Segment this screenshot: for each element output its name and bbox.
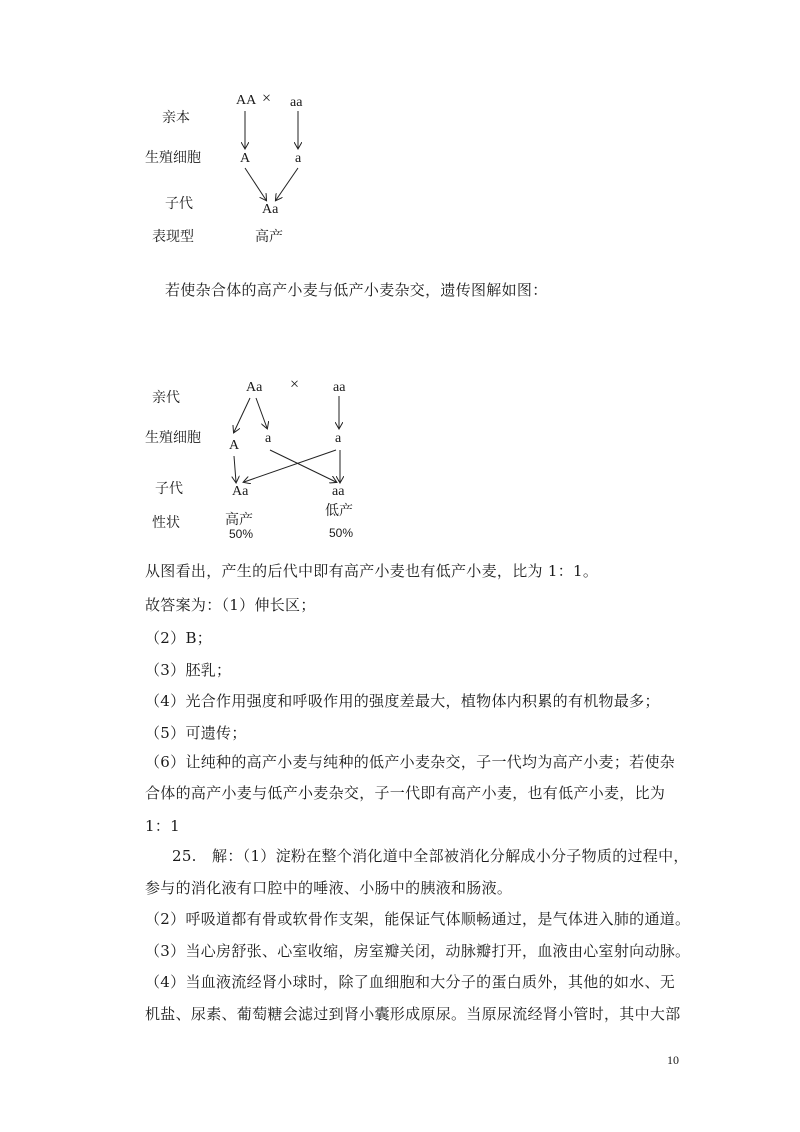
text-line-4: （3）胚乳； xyxy=(145,661,232,679)
intro-text: 若使杂合体的高产小麦与低产小麦杂交，遗传图解如图： xyxy=(165,281,548,299)
text-line-12: （2）呼吸道都有骨或软骨作支架，能保证气体顺畅通过，是气体进入肺的通道。 xyxy=(145,910,691,928)
offspring-phenotype: 高产 xyxy=(255,229,283,245)
label-parents: 亲本 xyxy=(162,110,190,126)
label-phenotype: 表现型 xyxy=(152,229,194,245)
offspring-genotype-right: aa xyxy=(332,484,345,499)
text-line-15: 机盐、尿素、葡萄糖会滤过到肾小囊形成原尿。当原尿流经肾小管时，其中大部 xyxy=(145,1005,681,1023)
gamete-left: A xyxy=(240,151,251,166)
cross-symbol: × xyxy=(262,90,272,107)
text-line-5: （4）光合作用强度和呼吸作用的强度差最大，植物体内积累的有机物最多； xyxy=(145,692,660,710)
percent-low: 50% xyxy=(329,526,354,540)
text-line-9: 1：1 xyxy=(145,817,180,835)
text-line-3: （2）B； xyxy=(145,629,213,647)
arrow-d2-Aa-to-A xyxy=(234,398,250,432)
parent-genotype-right-2: aa xyxy=(333,380,346,395)
page-number: 10 xyxy=(667,1053,679,1067)
label-gametes-2: 生殖细胞 xyxy=(145,430,201,446)
parent-genotype-right: aa xyxy=(290,95,303,110)
offspring-genotype-left: Aa xyxy=(232,484,249,499)
trait-low: 低产 xyxy=(325,503,353,519)
text-line-7: （6）让纯种的高产小麦与纯种的低产小麦杂交，子一代均为高产小麦；若使杂 xyxy=(145,753,676,771)
gamete-a-from-Aa: a xyxy=(265,431,272,446)
offspring-genotype: Aa xyxy=(262,202,279,217)
parent-genotype-left-2: Aa xyxy=(246,380,263,395)
text-line-6: （5）可遗传； xyxy=(145,724,247,742)
gamete-A: A xyxy=(229,438,240,453)
parent-genotype-left: AA xyxy=(236,93,257,108)
arrow-d1-gamete-right xyxy=(276,168,298,200)
arrow-d2-A-to-Aa xyxy=(234,456,236,482)
label-parents-2: 亲代 xyxy=(152,390,180,406)
label-trait: 性状 xyxy=(152,515,180,531)
text-line-13: （3）当心房舒张、心室收缩，房室瓣关闭，动脉瓣打开，血液由心室射向动脉。 xyxy=(145,942,691,960)
arrow-d2-a-cross-left xyxy=(244,450,336,482)
label-offspring-2: 子代 xyxy=(155,481,183,497)
arrow-d1-gamete-left xyxy=(245,168,266,200)
arrow-d2-a-cross-right xyxy=(270,450,336,482)
arrow-d2-Aa-to-a xyxy=(256,398,267,428)
text-line-14: （4）当血液流经肾小球时，除了血细胞和大分子的蛋白质外，其他的如水、无 xyxy=(145,973,676,991)
gamete-a-from-aa: a xyxy=(335,431,342,446)
gamete-right: a xyxy=(295,151,302,166)
text-line-1: 从图看出，产生的后代中即有高产小麦也有低产小麦，比为 1：1。 xyxy=(145,562,599,580)
text-line-11: 参与的消化液有口腔中的唾液、小肠中的胰液和肠液。 xyxy=(145,879,513,897)
text-line-8: 合体的高产小麦与低产小麦杂交，子一代即有高产小麦，也有低产小麦，比为 xyxy=(145,784,666,802)
label-gametes: 生殖细胞 xyxy=(145,150,201,166)
text-line-10: 25. 解：（1）淀粉在整个消化道中全部被消化分解成小分子物质的过程中， xyxy=(172,847,689,865)
label-offspring: 子代 xyxy=(165,196,193,212)
trait-high: 高产 xyxy=(225,512,253,528)
cross-symbol-2: × xyxy=(290,376,300,393)
percent-high: 50% xyxy=(229,527,254,541)
text-line-2: 故答案为：（1）伸长区； xyxy=(145,596,316,614)
